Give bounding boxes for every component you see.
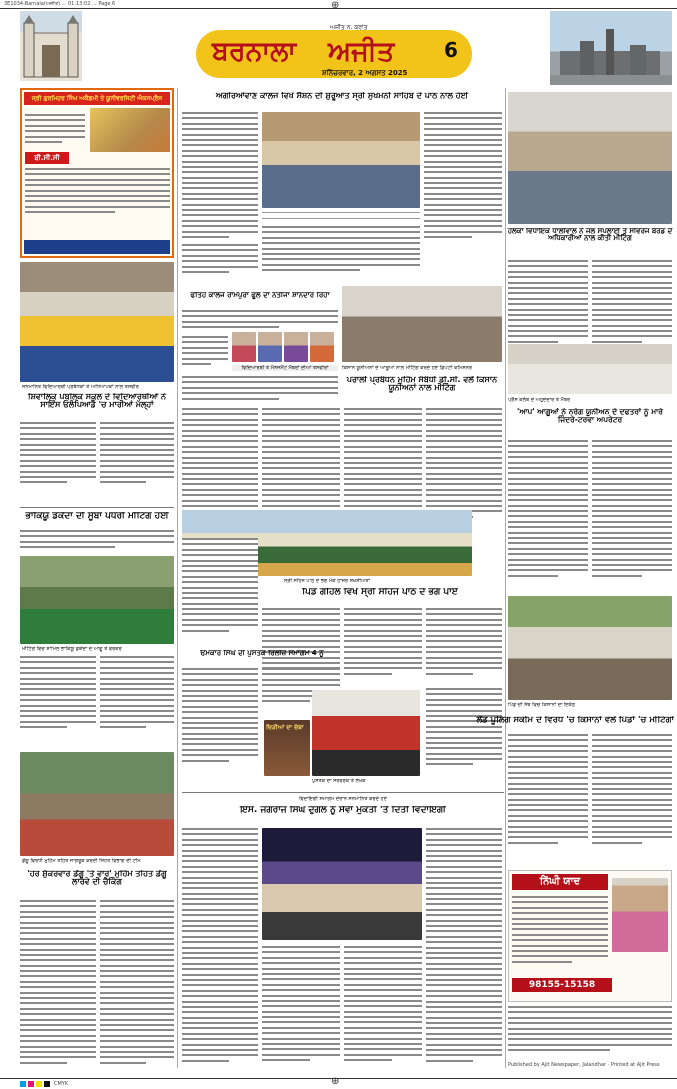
bku-headline: ਭਾਕਿਯੂ ਡਕੌਂਦਾ ਦੀ ਸੂਬਾ ਪੱਧਰੀ ਮੀਟਿੰਗ ਹੋਈ bbox=[25, 512, 169, 521]
school-article-text bbox=[20, 422, 96, 498]
parali-caption: ਕਿਸਾਨ ਯੂਨੀਅਨਾਂ ਦੇ ਆਗੂਆਂ ਨਾਲ ਮੀਟਿੰਗ ਕਰਦੇ ਹੋਏ ਡਿਪਟੀ ਕਮਿਸ਼ਨਰ bbox=[342, 365, 472, 371]
dengue-campaign-photo bbox=[20, 752, 174, 856]
author-photo bbox=[312, 690, 420, 776]
path-headline: ਪਿੰਡ ਗਹਿਲ ਵਿਖੇ ਸ੍ਰੀ ਸਹਿਜ ਪਾਠ ਦੇ ਭੋਗ ਪਾਏ bbox=[302, 588, 458, 597]
land-article-text bbox=[592, 734, 672, 860]
student-portrait bbox=[232, 332, 256, 362]
parali-article-text bbox=[262, 408, 340, 524]
dengue-headline: 'ਹਰ ਸ਼ੁੱਕਰਵਾਰ ਡੇਂਗੂ 'ਤੇ ਵਾਰ' ਮੁਹਿੰਮ ਤਹਿਤ ਡੇਂਗੂ ਲਾਰਵੇ ਦੀ ਚੈਕਿੰਗ bbox=[27, 870, 167, 887]
aap-caption: ਪ੍ਰੈੱਸ ਕਲੱਬ ਦੇ ਅਹੁਦੇਦਾਰ ਤੇ ਮੈਂਬਰ bbox=[508, 397, 571, 403]
result-article-text bbox=[182, 376, 338, 404]
dengue-article-text bbox=[100, 900, 174, 1068]
parali-headline: ਪਰਾਲੀ ਪ੍ਰਬੰਧਨ ਮੁਹਿੰਮ ਸੰਬੰਧੀ ਡੀ.ਸੀ. ਵਲੋਂ ਕਿਸਾਨ ਯੂਨੀਅਨਾਂ ਨਾਲ ਮੀਟਿੰਗ bbox=[346, 376, 498, 393]
color-bar bbox=[28, 1081, 34, 1087]
retire-caption: ਵਿਦਾਇਗੀ ਸਮਾਗਮ ਦੌਰਾਨ ਸਨਮਾਨਿਤ ਕਰਦੇ ਹੋਏ bbox=[299, 796, 387, 802]
aap-headline: 'ਆਪ' ਆਗੂਆਂ ਨੇ ਨਰੇਗ ਯੂਨੀਅਨ ਦੇ ਦਫਤਰਾਂ ਨੂੰ ਮਾਰੇ ਜਿੰਦਰੇ-ਟਰਵਾ ਅਪਰੇਟਰ bbox=[517, 408, 663, 424]
book-caption: ਪੁਸਤਕ ਦਾ ਸਰਵਰਕ ਤੇ ਲੇਖਕ bbox=[312, 778, 366, 784]
color-bar bbox=[36, 1081, 42, 1087]
book-title: ਚਿੜੀਆਂ ਦਾ ਚੰਬਾ bbox=[266, 724, 304, 731]
vidhayak-article-text bbox=[508, 260, 588, 356]
land-caption: ਪਿੰਡ ਦੀ ਸੱਥ ਵਿਚ ਕਿਸਾਨਾਂ ਦਾ ਇਕੱਠ bbox=[508, 702, 576, 708]
color-bar bbox=[44, 1081, 50, 1087]
footer-marks: CMYK bbox=[54, 1081, 69, 1087]
main-article-text bbox=[182, 244, 258, 282]
print-header: 3E1034-Barnala(ਅਜੀਤ) ... 01:13:02 ... Page 6 bbox=[4, 1, 116, 7]
vidhayak-article-text bbox=[592, 260, 672, 356]
main-headline: ਅਗਰਿਆਂਵਾਣ ਕਾਲਜ ਵਿਖੇ ਸੈਸ਼ਨ ਦੀ ਸ਼ੁਰੂਆਤ ਸ੍ਰੀ ਸੁਖਮਨੀ ਸਾਹਿਬ ਦੇ ਪਾਠ ਨਾਲ ਹੋਈ bbox=[215, 92, 469, 100]
retirement-ceremony-photo bbox=[262, 828, 422, 940]
student-portrait bbox=[258, 332, 282, 362]
main-article-text bbox=[262, 226, 420, 282]
ad-text bbox=[25, 114, 85, 150]
masthead-tagline: ਅਜੀਤ ਨ. ਕਰਾਂਤ bbox=[330, 24, 368, 31]
bku-article-text bbox=[20, 530, 174, 554]
dengue-caption: ਡੇਂਗੂ ਵਿਰੋਧੀ ਮੁਹਿੰਮ ਤਹਿਤ ਜਾਗਰੂਕ ਕਰਦੀ ਸਿਹਤ ਵਿਭਾਗ ਦੀ ਟੀਮ bbox=[22, 858, 141, 864]
result-caption: ਵਿਦਿਆਰਥੀ ਤੇ ਮੈਨੇਜਮੈਂਟ ਮੈਂਬਰਾਂ ਦੀਆਂ ਤਸਵੀਰਾਂ bbox=[232, 365, 338, 371]
land-article-text bbox=[508, 734, 588, 860]
retire-article-text bbox=[344, 946, 422, 1068]
dengue-article-text bbox=[20, 900, 96, 1068]
gate-image bbox=[20, 11, 82, 81]
school-caption: ਸਨਮਾਨਿਤ ਵਿਦਿਆਰਥੀ ਪ੍ਰਬੰਧਕਾਂ ਤੇ ਅਧਿਆਪਕਾਂ ਨਾਲ ਤਸਵੀਰ bbox=[22, 384, 139, 390]
meeting-photo bbox=[342, 286, 502, 362]
parali-article-text bbox=[182, 408, 258, 524]
vidhayak-headline: ਹਲਕਾ ਵਿਧਾਇਕ ਧਾਲੀਵਾਲ ਨੇ ਜਲ ਸਪਲਾਈ ਤੇ ਸੀਵਰੇਜ ਬੋਰਡ ਦੇ ਅਧਿਕਾਰੀਆਂ ਨਾਲ ਕੀਤੀ ਮੀਟਿੰਗ bbox=[507, 228, 673, 243]
school-students-photo bbox=[20, 262, 174, 382]
color-bar bbox=[20, 1081, 26, 1087]
main-article-text bbox=[182, 112, 258, 240]
land-headline: ਲੈਂਡ ਪੂਲਿੰਗ ਸਕੀਮ ਦੇ ਵਿਰੋਧ 'ਚ ਕਿਸਾਨਾਂ ਵਲੋਂ ਪਿੰਡਾਂ 'ਚ ਮੀਟਿੰਗਾਂ bbox=[476, 716, 674, 725]
parali-article-text bbox=[344, 408, 422, 524]
result-article-text bbox=[182, 336, 228, 378]
book-headline: ਓਮਕਾਰ ਸਿੰਘ ਦੀ ਪੁਸਤਕ ਰਿਲੀਜ਼ ਸਮਾਗਮ 4 ਨੂੰ bbox=[200, 650, 324, 657]
column-rule bbox=[177, 88, 178, 1068]
meeting-photo bbox=[508, 92, 672, 224]
parali-article-text bbox=[426, 408, 502, 524]
school-article-text bbox=[100, 422, 174, 498]
book-article-text bbox=[182, 668, 258, 776]
obituary-text bbox=[512, 896, 608, 970]
registration-mark-top: ⊕ bbox=[331, 0, 340, 11]
date-line: ਸ਼ਨਿੱਚਰਵਾਰ, 2 ਅਗਸਤ 2025 bbox=[322, 69, 408, 77]
divider bbox=[20, 507, 174, 508]
result-headline: ਫਤਿਹ ਕਾਲਜ ਰਾਮਪੁਰਾ ਫੂਲ ਦਾ ਨਤੀਜਾ ਸ਼ਾਨਦਾਰ ਰਿਹਾ bbox=[190, 292, 330, 299]
imprint-line: Published by Ajit Newspaper, Jalandhar · Printed at Ajit Press bbox=[508, 1062, 660, 1068]
bku-article-text bbox=[100, 656, 174, 744]
obituary-phone: 98155-15158 bbox=[512, 978, 612, 992]
bku-caption: ਮੀਟਿੰਗ ਵਿਚ ਸ਼ਾਮਿਲ ਭਾਕਿਯੂ ਡਕੌਂਦਾ ਦੇ ਆਗੂ ਤੇ ਵਰਕਰ bbox=[22, 646, 122, 652]
ad-photo bbox=[90, 108, 170, 152]
main-photo-caption bbox=[262, 210, 420, 222]
path-article-text bbox=[426, 608, 502, 682]
retire-article-text bbox=[262, 946, 340, 1068]
aap-article-text bbox=[508, 440, 588, 590]
bku-meeting-photo bbox=[20, 556, 174, 644]
ad-footer-bar bbox=[24, 240, 170, 254]
path-article-text bbox=[182, 538, 258, 646]
skyline-image bbox=[550, 11, 672, 85]
imprint bbox=[508, 1006, 672, 1060]
paper-name: ਅਜੀਤ bbox=[328, 36, 395, 67]
book-article-text bbox=[426, 688, 502, 784]
ad-heading: ਸ੍ਰੀ ਗੁਰਮਿਹਰ ਸਿੰਘ ਅਕੈਡਮੀ ਤੇ ਯੂਨੀਵਰਸਿਟੀ ਐਕਸਪ੍ਰੈਸ bbox=[24, 92, 170, 105]
sukhmani-sahib-photo bbox=[262, 112, 420, 208]
page-number: 6 bbox=[444, 38, 458, 62]
student-portrait bbox=[284, 332, 308, 362]
obituary-portrait bbox=[612, 878, 668, 952]
registration-mark-bottom: ⊕ bbox=[331, 1076, 340, 1087]
school-headline: ਸ਼ਿਵਾਲਿਕ ਪਬਲਿਕ ਸਕੂਲ ਦੇ ਵਿਦਿਆਰਥੀਆਂ ਨੇ ਸਾਇੰਸ ਓਲੰਪਿਆਡ 'ਚ ਮਾਰੀਆਂ ਮੱਲ੍ਹਾਂ bbox=[28, 393, 166, 410]
retire-headline: ਇੰਸ. ਜਗਰਾਜ ਸਿੰਘ ਦੁੱਗਲ ਨੂੰ ਸੇਵਾ ਮੁਕਤੀ 'ਤੇ ਦਿੱਤੀ ਵਿਦਾਇਗੀ bbox=[240, 806, 446, 815]
aap-leaders-photo bbox=[508, 344, 672, 394]
strip-caption: ਸ੍ਰੀ ਸਹਿਜ ਪਾਠ ਦੇ ਭੋਗ ਮੌਕੇ ਹਾਜ਼ਰ ਸ਼ਖ਼ਸੀਅਤਾਂ bbox=[284, 578, 370, 584]
obituary-title: ਨਿੱਘੀ ਯਾਦ bbox=[512, 874, 608, 890]
ad-badge: ਬੀ.ਸੀ.ਸੀ bbox=[25, 152, 69, 164]
retire-article-text bbox=[426, 828, 502, 1068]
main-article-text bbox=[424, 112, 502, 240]
divider bbox=[182, 792, 504, 793]
student-portrait bbox=[310, 332, 334, 362]
retire-article-text bbox=[182, 828, 258, 1068]
ad-text bbox=[25, 168, 170, 228]
bku-article-text bbox=[20, 656, 96, 744]
aap-article-text bbox=[592, 440, 672, 590]
path-article-text bbox=[344, 608, 422, 682]
result-article-text bbox=[182, 310, 338, 334]
farmers-meeting-photo bbox=[508, 596, 672, 700]
city-name: ਬਰਨਾਲਾ bbox=[212, 36, 297, 67]
